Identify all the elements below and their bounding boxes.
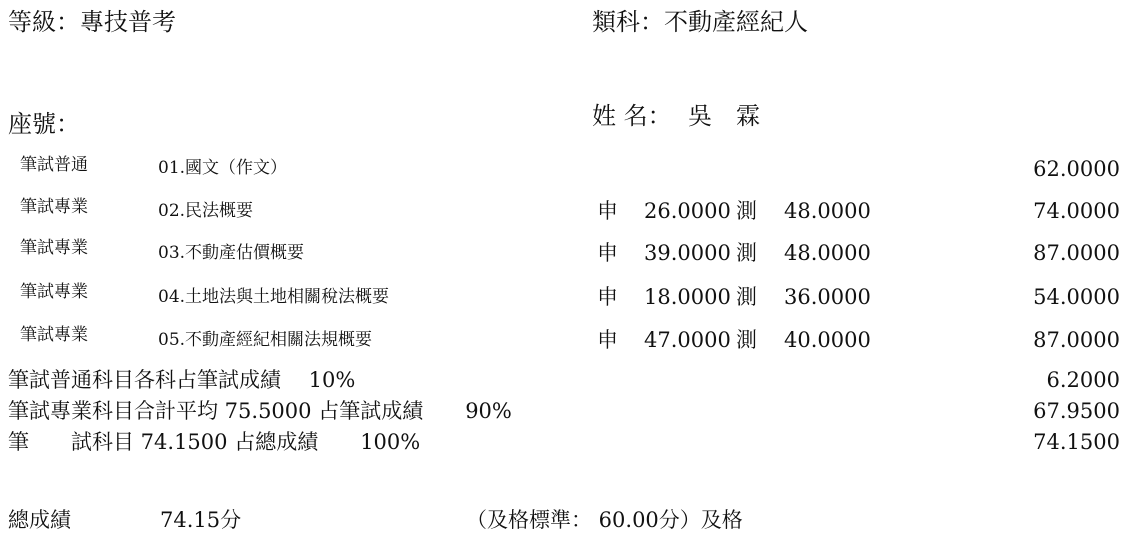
subject-type: 筆試專業 (20, 325, 88, 345)
summary-written-value: 74.1500 (1033, 430, 1120, 454)
subject-type: 筆試專業 (20, 197, 88, 217)
subject-name: 05.不動產經紀相關法規概要 (158, 330, 373, 350)
subject-ce: 測 (736, 328, 757, 352)
subject-shen: 申 (597, 285, 618, 309)
summary-general-text: 筆試普通科目各科占筆試成績 10% (8, 368, 356, 392)
subject-shen: 申 (597, 328, 618, 352)
subject-shen: 申 (597, 199, 618, 223)
subject-shen-score: 18.0000 (644, 285, 731, 309)
summary-professional-text: 筆試專業科目合計平均 75.5000 占筆試成績 90% (8, 399, 512, 423)
subject-shen: 申 (597, 241, 618, 265)
total-value: 74.15分 (160, 508, 242, 532)
category-label: 類科： (592, 8, 664, 36)
subject-name: 02.民法概要 (158, 201, 254, 221)
subject-score: 87.0000 (1033, 328, 1120, 352)
subject-ce-score: 48.0000 (784, 241, 871, 265)
pass-standard: （及格標準： 60.00分）及格 (466, 508, 743, 532)
subject-ce-score: 36.0000 (784, 285, 871, 309)
subject-score: 62.0000 (1033, 157, 1120, 181)
subject-name: 03.不動產估價概要 (158, 243, 305, 263)
subject-shen-score: 47.0000 (644, 328, 731, 352)
name-value: 吳 霖 (688, 102, 760, 130)
summary-written-text: 筆 試科目 74.1500 占總成績 100% (8, 430, 421, 454)
subject-type: 筆試專業 (20, 238, 88, 258)
subject-shen-score: 39.0000 (644, 241, 731, 265)
subject-name: 01.國文（作文） (158, 158, 288, 178)
subject-score: 87.0000 (1033, 241, 1120, 265)
level-label: 等級： (8, 8, 80, 36)
total-label: 總成績 (8, 508, 71, 532)
subject-ce: 測 (736, 199, 757, 223)
subject-ce: 測 (736, 285, 757, 309)
subject-shen-score: 26.0000 (644, 199, 731, 223)
subject-score: 54.0000 (1033, 285, 1120, 309)
summary-professional-value: 67.9500 (1033, 399, 1120, 423)
name-label: 姓 名： (592, 102, 672, 130)
subject-name: 04.土地法與土地相關稅法概要 (158, 287, 390, 307)
summary-general-value: 6.2000 (1046, 368, 1120, 392)
level-value: 專技普考 (80, 8, 176, 36)
subject-type: 筆試普通 (20, 155, 88, 175)
subject-score: 74.0000 (1033, 199, 1120, 223)
subject-ce-score: 40.0000 (784, 328, 871, 352)
seat-label: 座號： (8, 110, 80, 138)
category-value: 不動產經紀人 (664, 8, 808, 36)
subject-ce: 測 (736, 241, 757, 265)
subject-ce-score: 48.0000 (784, 199, 871, 223)
subject-type: 筆試專業 (20, 282, 88, 302)
